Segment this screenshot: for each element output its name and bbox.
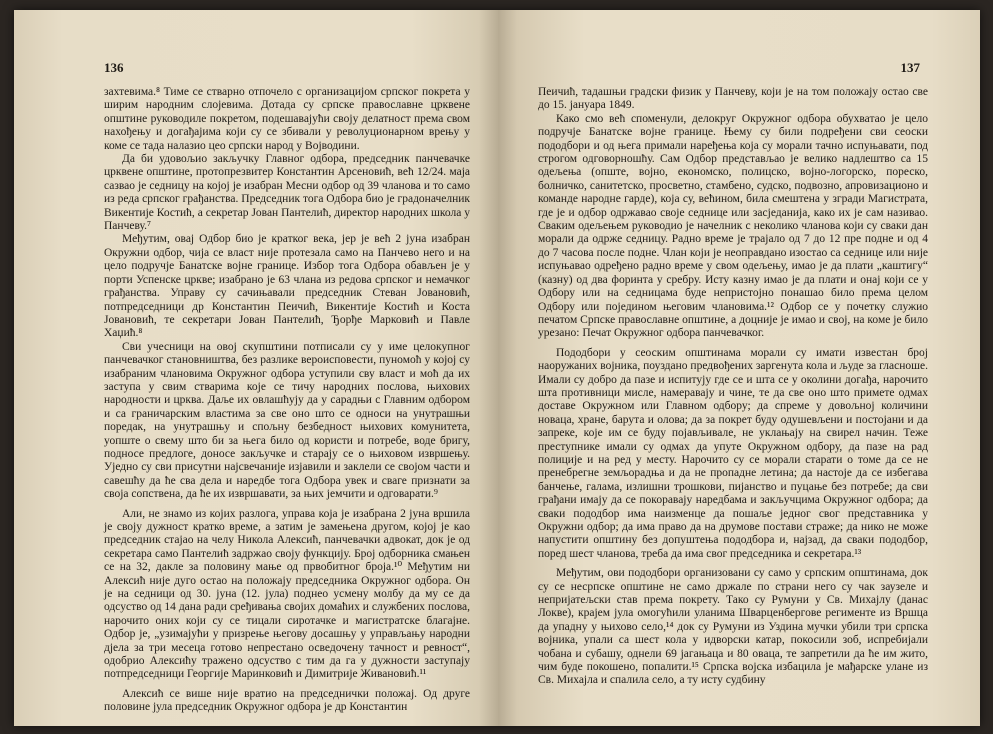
- book-spread: [14, 10, 980, 726]
- right-page-body: [530, 86, 940, 688]
- paragraph: Пододбори у сеоским општинама морали су имати известан број наоружаних војника, поуздано предвођених заргенута кола и људе за гласноше. Имали су добро да пазе и испитују где се и шта се у околини догађа, нарочито шта противници мисле, намеравају и чине, те да све оно што примете одмах доставе Окружном или Главном одбору; да спреме у довољној количини новаца, хране, барута и олова; да за покрет буду одушевљени и постојани и да запреке, које им се буду појављивале, не уклањају на свирел начин. Теже преступнике имали су одмах да упуте Окружном одбору, да пазе на рад полиције и на ред у месту. Нарочито су се морали старати о томе да се не пренебрегне земљорадња и да не пропадне летина; да настоје да се избегава банчење, галама, излишни трошкови, пијанство и пуцање без потребе; да сви грађани имају да се покоравају наредбама и закључцима Окружног одбора; да сваки пододбор има наизменце да пошаље једног свог представника у Окружни одбор; да има право да на друмове постави страже; да нико не може напустити општину без допуштења пододбора и, најзад, да сваки пододбор, поред шест чланова, треба да има свог председника и секретара.¹³: [538, 346, 928, 560]
- paragraph: Пеичић, тадашњи градски физик у Панчеву, који је на том положају остао све до 15. јануара 1849.: [538, 86, 928, 112]
- right-page: [498, 10, 980, 726]
- paragraph: Да би удовољио закључку Главног одбора, председник панчевачке црквене општине, протопрезвитер Константин Арсеновић, већ 12/24. маја сазвао је седницу на којој је изабран Месни одбор од 39 чланова и то само из реда српског грађанства. Председник тога Одбора био је градоначелник Викентије Костић, а секретар Јован Пантелић, директор народних школа у Панчеву.⁷: [104, 153, 470, 233]
- paragraph: Међутим, овај Одбор био је кратког века, јер је већ 2 јуна изабран Окружни одбор, чија се власт није протезала само на Панчево него и на цело подручје Банатске војне границе. Избор тога Одбора обављен је у порти Успенске цркве; изабрано је 63 члана из редова српског и немачког грађанства. Управу су сачињавали председник Стеван Јовановић, потпредседници др Константин Пеичић, Викентије Костић и Коста Јовановић, те секретари Јован Пантелић, Ђорђе Марковић и Павле Хаџић.⁸: [104, 233, 470, 340]
- paragraph: Како смо већ споменули, делокруг Окружног одбора обухватао је цело подручје Банатске војне границе. Њему су били подређени сви сеоски пододбори и од њега примали наређења која су морали тачно испуњавати, под строгом одговорношћу. Сам Одбор представљао је велико надлештво са 15 одељења (опште, војно, економско, полицско, војно-логорско, пореско, болничко, санитетско, просветно, стамбено, судско, подвозно, апровизационо и команде народне гарде), која су, већином, била смештена у згради Магистрата, где је и одбор одржавао своје седнице или засједанија, како их је сам називао. Сваким одељењем руководио је начелник с неколико чланова који су сваки дан морали да одрже седницу. Радно време је трајало од 7 до 12 пре подне и од 4 до 7 часова после подне. Члан који је неоправдано изостао са седнице или није испуњавао одређено радно време у свом одељењу, имао је да плати „каштигу“ (казну) од два форинта у сребру. Исту казну имао је да плати и онај који се у Одбору или на седницама буде непристојно понашао било према целом Одбору или поједином његовим члановима.¹² Одбор се у почетку служио печатом Српске православне општине, а доцније је имао и свој, на коме је било урезано: Печат Окружног одбора панчевачког.: [538, 112, 928, 340]
- paragraph: Али, не знамо из којих разлога, управа која је изабрана 2 јуна вршила је своју дужност кратко време, а затим је замењена другом, којој је као председник стајао на челу Никола Алексић, панчевачки адвокат, док је од секретара само Пантелић задржао своју функцију. Број одборника смањен се на 32, дакле за половину мање од првобитног броја.¹⁰ Међутим ни Алексић није дуго остао на положају председника Окружног одбора. Он је на седници од 30. јуна (12. јула) поднео усмену молбу да му се да одсуство од 14 дана ради сређивања својих домаћих и службених послова, нарочито оних који су се тицали сиротачке и магистратске благајне. Одбор је, „узимајући у призрење његову досашњу у управљању народни дјела за три месеца готово непрестано осведочену тачност и ревност“, одобрио Алексићу тражено одсуство с тим да га у дужности заступају потпредседници Георгије Маринковић и Димитрије Живановић.¹¹: [104, 507, 470, 681]
- page-number-left: 136: [104, 60, 124, 75]
- paragraph: захтевима.⁸ Тиме се стварно отпочело с организацијом српског покрета у ширим народним слојевима. Дотада су српске православне црквене општине руководиле покретом, подешавајући своју делатност према свом нахођењу и догађајима који су се збивали у револуционарном врењу у коме се тада налазио цео српски народ у Војводини.: [104, 86, 470, 152]
- paragraph: Сви учесници на овој скупштини потписали су у име целокупног панчевачког становништва, без разлике вероисповести, пуномоћ у којој су изабраним члановима Окружног одбора уступили сву власт и моћ да их заступа у свим стварима које се тичу народних послова, њихових народности и црква. Даље их овлашћују да у сарадњи с Главним одбором и са граничарским властима за све оно што се односи на унутрашњи поредак, на унутрашњу и спољну безбедност њихових комунитета, уопште о свему што би за њега било од користи и потребе, воде бригу, подносе предлоге, доносе закључке и старају се о њиховом извршењу. Уједно су сви присутни најсвечаније изјавили и заклели се својом части и савешћу да ће сва дела и наредбе тога Одбора увек и сваге признати за своја сопствена, да ће их извршавати, за њих јемчити и одговарати.⁹: [104, 340, 470, 501]
- paragraph: Међутим, ови пододбори организовани су само у српским општинама, док су се несрпске општине не само држале по страни него су чак заузеле и непријатељски став према покрету. Тако су Румуни у Св. Михајлу (данас Локве), крајем јула омогућили уланима Шварценбергове регименте из Вршца да упадну у њихово село,¹⁴ док су Румуни из Уздина мучки убили три српска војника, упали са шест кола у идворски катар, покосили зоб, испребијали чобана и субашу, однели 69 јагањаца и 80 оваца, те запретили да ће им жито, чим буде покошено, попалити.¹⁵ Српска војска избацила је мађарске улане из Св. Михајла и спалила село, а ту исту судбину: [538, 567, 928, 687]
- paragraph: Алексић се више није вратио на председнички положај. Од друге половине јула председник Окружног одбора је др Константин: [104, 687, 470, 714]
- page-number-right: 137: [900, 60, 920, 75]
- left-page: [14, 10, 498, 726]
- left-page-body: [88, 86, 474, 715]
